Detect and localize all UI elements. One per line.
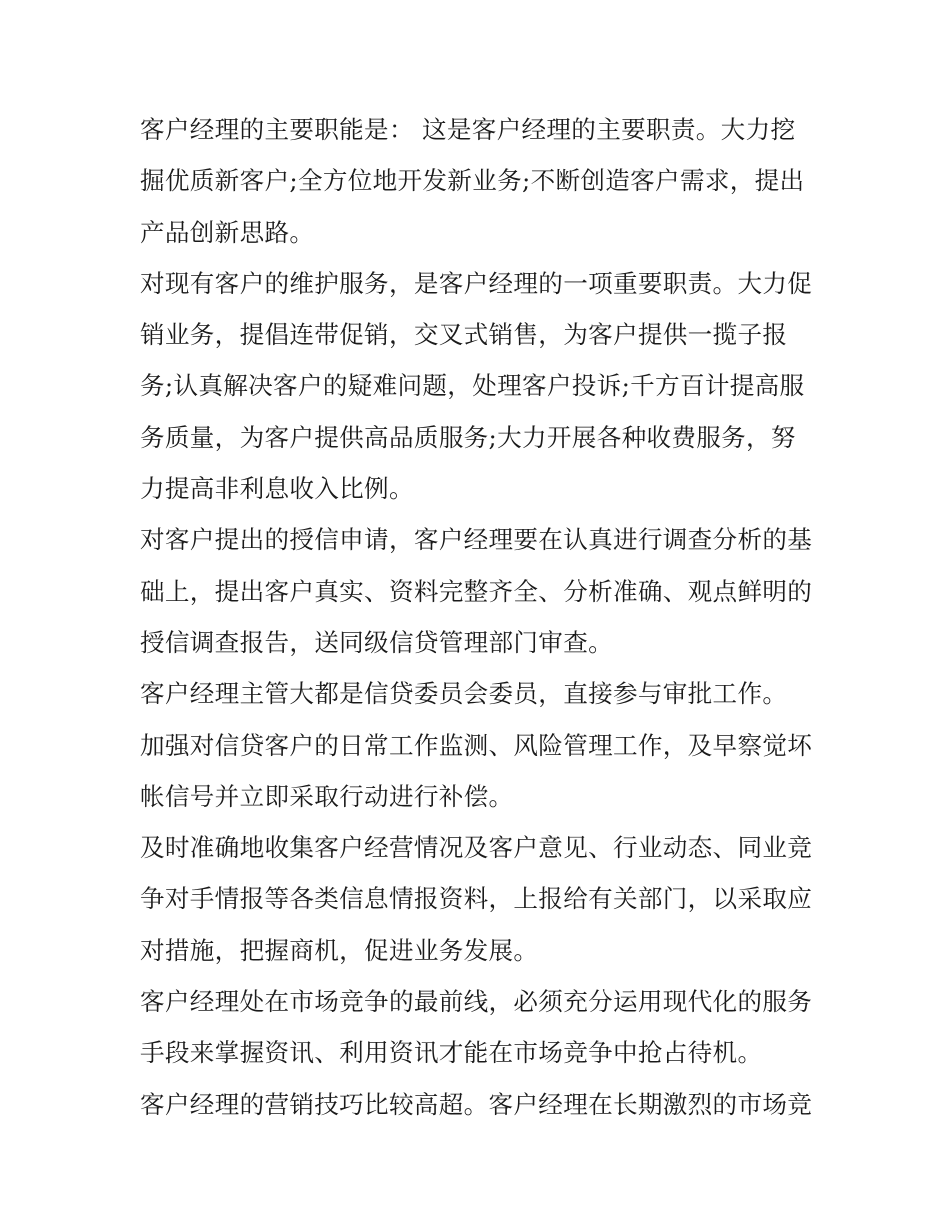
text-line: 掘优质新客户;全方位地开发新业务;不断创造客户需求，提出 xyxy=(140,166,805,196)
text-line: 销业务，提倡连带促销，交叉式销售，为客户提供一揽子报 xyxy=(140,320,788,350)
text-line: 力提高非利息收入比例。 xyxy=(140,474,414,504)
text-line: 对现有客户的维护服务，是客户经理的一项重要职责。大力促 xyxy=(140,268,813,298)
text-line: 及时准确地收集客户经营情况及客户意见、行业动态、同业竞 xyxy=(140,833,813,863)
text-line: 务;认真解决客户的疑难问题，处理客户投诉;千方百计提高服 xyxy=(140,371,805,401)
text-line: 对措施，把握商机，促进业务发展。 xyxy=(140,935,539,965)
text-line: 础上，提出客户真实、资料完整齐全、分析准确、观点鲜明的 xyxy=(140,576,813,606)
text-line: 客户经理处在市场竞争的最前线，必须充分运用现代化的服务 xyxy=(140,987,813,1017)
text-line: 对客户提出的授信申请，客户经理要在认真进行调查分析的基 xyxy=(140,525,813,555)
text-line: 产品创新思路。 xyxy=(140,217,315,247)
text-line: 客户经理的主要职能是： 这是客户经理的主要职责。大力挖 xyxy=(140,115,796,144)
text-line: 务质量，为客户提供高品质服务;大力开展各种收费服务，努 xyxy=(140,422,796,452)
text-line: 帐信号并立即采取行动进行补偿。 xyxy=(140,781,514,811)
text-line: 客户经理主管大都是信贷委员会委员，直接参与审批工作。 xyxy=(140,679,788,709)
text-line: 客户经理的营销技巧比较高超。客户经理在长期激烈的市场竞 xyxy=(140,1089,813,1119)
text-line: 授信调查报告，送同级信贷管理部门审查。 xyxy=(140,627,613,657)
document-body xyxy=(140,104,820,1130)
text-line: 争对手情报等各类信息情报资料，上报给有关部门，以采取应 xyxy=(140,884,813,914)
text-line: 加强对信贷客户的日常工作监测、风险管理工作，及早察觉坏 xyxy=(140,730,813,760)
text-line: 手段来掌握资讯、利用资讯才能在市场竞争中抢占待机。 xyxy=(140,1038,763,1068)
